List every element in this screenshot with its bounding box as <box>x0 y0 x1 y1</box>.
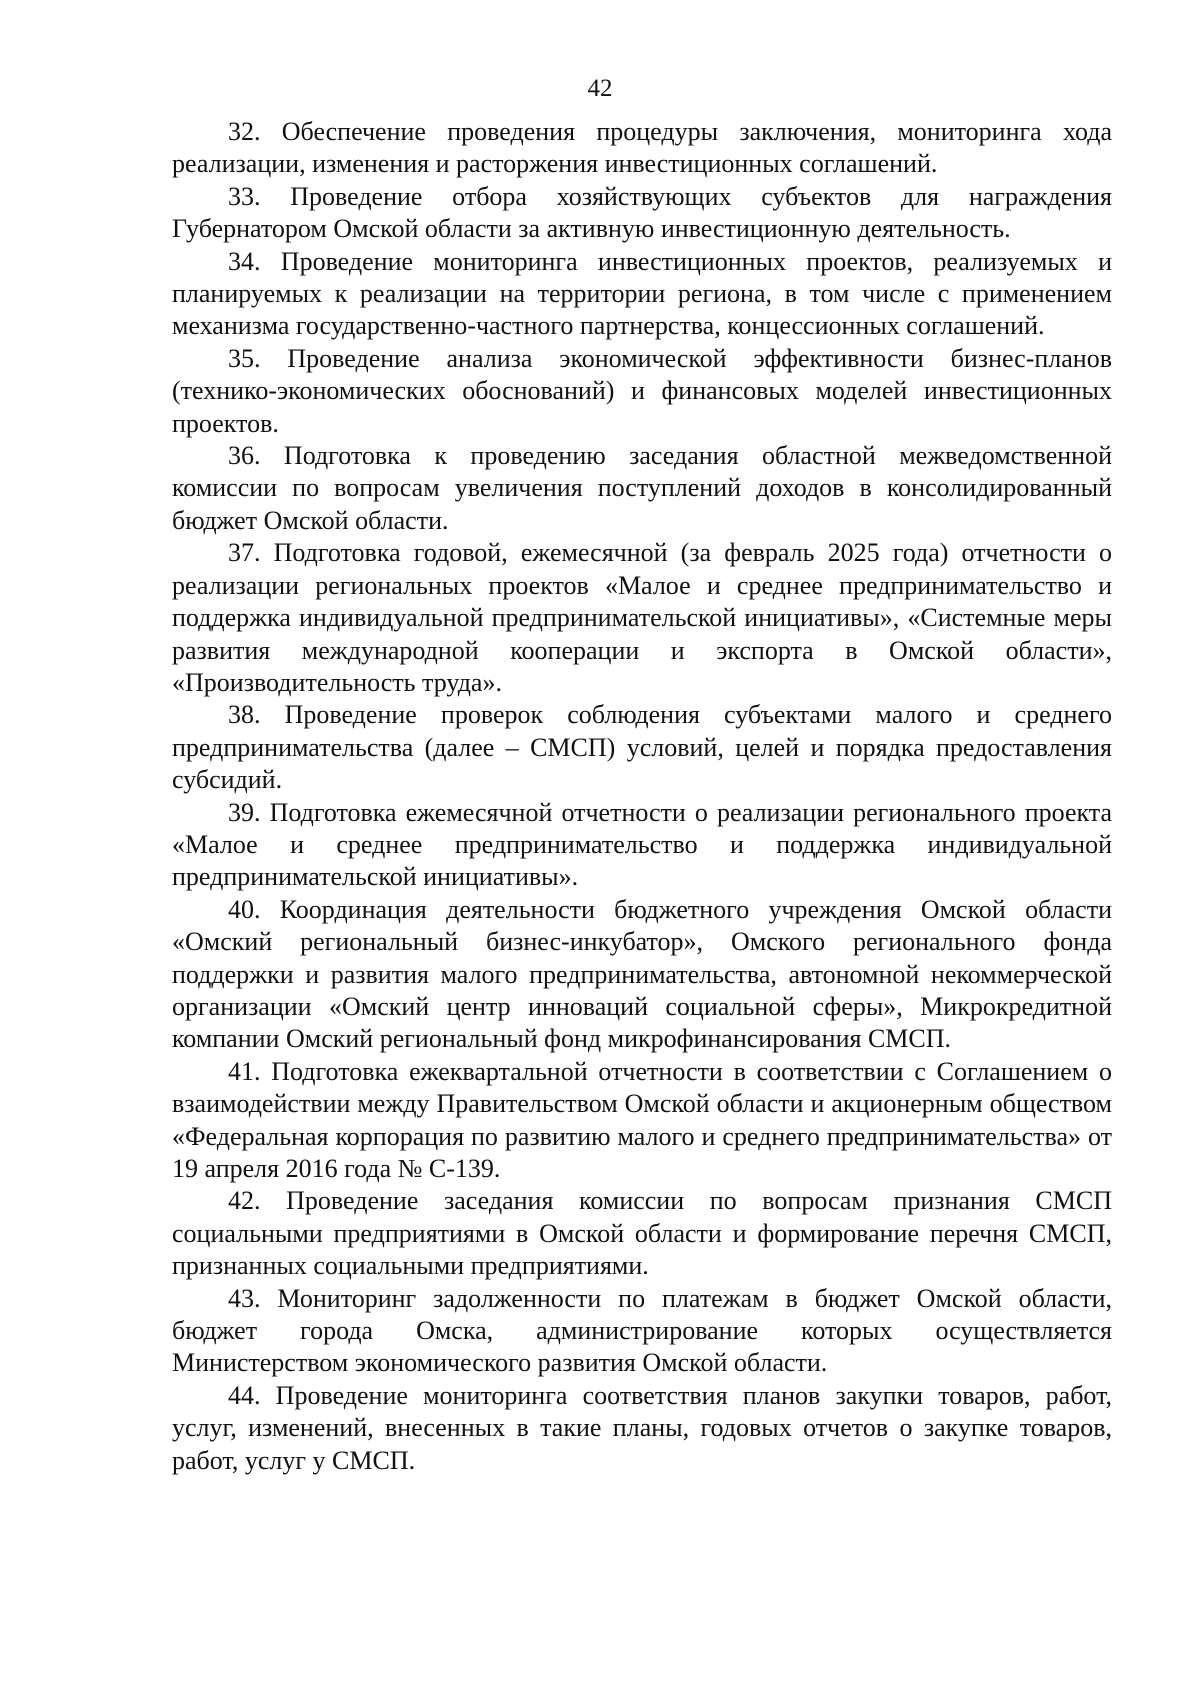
list-item: 44. Проведение мониторинга соответствия планов закупки товаров, работ, услуг, изменений, внесенных в такие планы, годовых отчетов о закупке товаров, работ, услуг у СМСП. <box>172 1380 1112 1475</box>
list-item: 37. Подготовка годовой, ежемесячной (за февраль 2025 года) отчетности о реализации региональных проектов «Малое и среднее предпринимательство и поддержка индивидуальной предпринимательской инициативы», «Системные меры развития международной кооперации и экспорта в Омской области», «Производительность труда». <box>172 538 1112 697</box>
list-item: 34. Проведение мониторинга инвестиционных проектов, реализуемых и планируемых к реализации на территории региона, в том числе с применением механизма государственно-частного партнерства, концессионных соглашений. <box>172 246 1112 341</box>
item-list <box>172 116 1112 1477</box>
page-number: 42 <box>587 75 613 102</box>
list-item: 36. Подготовка к проведению заседания областной межведомственной комиссии по вопросам увеличения поступлений доходов в консолидированный бюджет Омской области. <box>172 441 1112 535</box>
list-item: 42. Проведение заседания комиссии по вопросам признания СМСП социальными предприятиями в Омской области и формирование перечня СМСП, признанных социальными предприятиями. <box>172 1186 1112 1281</box>
list-item: 41. Подготовка ежеквартальной отчетности в соответствии с Соглашением о взаимодействии между Правительством Омской области и акционерным обществом «Федеральная корпорация по развитию малого и среднего предпринимательства» от 19 апреля 2016 года № С-139. <box>172 1056 1112 1183</box>
list-item: 32. Обеспечение проведения процедуры заключения, мониторинга хода реализации, изменения и расторжения инвестиционных соглашений. <box>172 117 1112 179</box>
list-item: 33. Проведение отбора хозяйствующих субъектов для награждения Губернатором Омской области за активную инвестиционную деятельность. <box>172 181 1112 244</box>
list-item: 40. Координация деятельности бюджетного учреждения Омской области «Омский региональный бизнес-инкубатор», Омского регионального фонда поддержки и развития малого предпринимательства, автономной некоммерческой организации «Омский центр инноваций социальной сферы», Микрокредитной компании Омский региональный фонд микрофинансирования СМСП. <box>172 894 1112 1054</box>
list-item: 39. Подготовка ежемесячной отчетности о реализации регионального проекта «Малое и среднее предпринимательство и поддержка индивидуальной предпринимательской инициативы». <box>172 797 1112 892</box>
list-item: 43. Мониторинг задолженности по платежам в бюджет Омской области, бюджет города Омска, администрирование которых осуществляется Министерством экономического развития Омской области. <box>172 1283 1112 1378</box>
list-item: 38. Проведение проверок соблюдения субъектами малого и среднего предпринимательства (далее – СМСП) условий, целей и порядка предоставления субсидий. <box>172 700 1112 795</box>
list-item: 35. Проведение анализа экономической эффективности бизнес-планов (технико-экономических обоснований) и финансовых моделей инвестиционных проектов. <box>172 343 1112 438</box>
